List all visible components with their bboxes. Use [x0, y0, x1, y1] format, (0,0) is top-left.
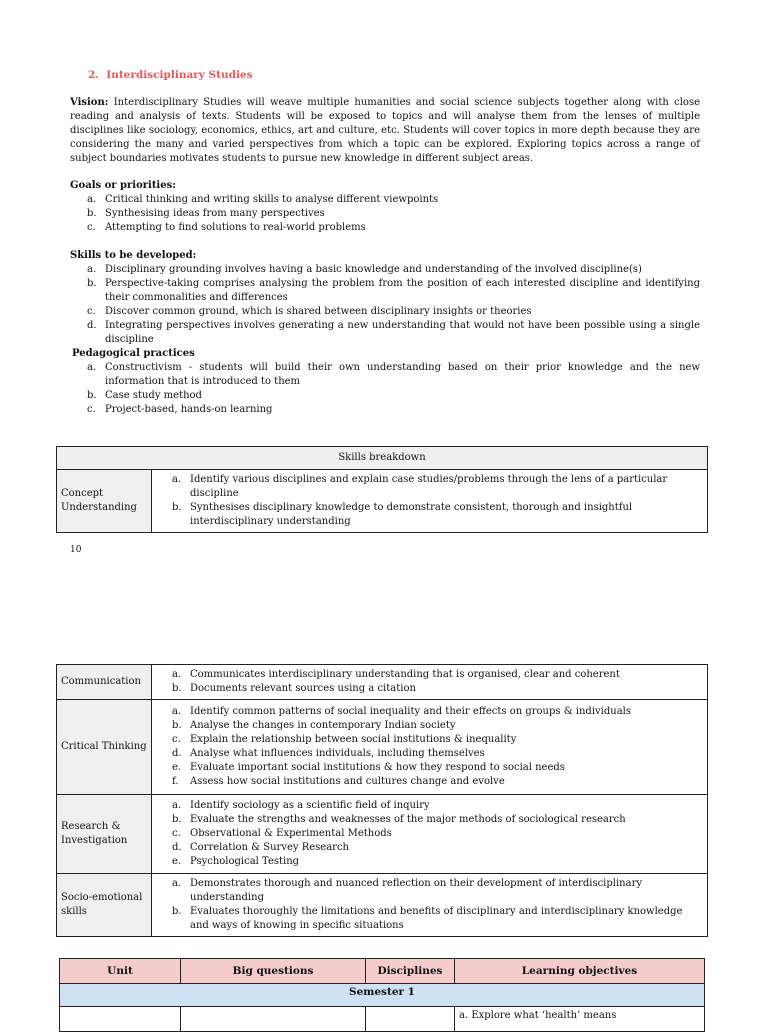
- vision-label: Vision:: [70, 97, 109, 108]
- list-item: b. Evaluate the strengths and weaknesses of the major methods of sociological research: [172, 814, 626, 825]
- section-title: [88, 68, 253, 82]
- list-item: a. Identify common patterns of social inequality and their effects on groups & individuals: [172, 706, 632, 717]
- section-number: 2.: [88, 69, 99, 81]
- table-row: [57, 700, 708, 795]
- row-list: [172, 473, 703, 529]
- table-row: [57, 795, 708, 874]
- row-label: Research & Investigation: [57, 795, 152, 874]
- list-item: b. Perspective-taking comprises analysing the problem from the position of each interested discipline and identifying their commonalities and differences: [87, 278, 700, 303]
- list-item: a. Communicates interdisciplinary understanding that is organised, clear and coherent: [172, 669, 620, 680]
- column-header: Unit: [60, 959, 181, 984]
- list-item: f. Assess how social institutions and cultures change and evolve: [172, 776, 505, 787]
- row-label: Critical Thinking: [57, 700, 152, 795]
- list-item: b. Synthesises disciplinary knowledge to demonstrate consistent, thorough and insightful interdisciplinary understanding: [172, 502, 633, 527]
- list-item: c. Observational & Experimental Methods: [172, 828, 392, 839]
- list-item: c. Project-based, hands-on learning: [87, 404, 273, 415]
- list-item: d. Analyse what influences individuals, including themselves: [172, 748, 485, 759]
- table-row: [60, 1007, 705, 1032]
- pedagogy-list: [87, 361, 700, 417]
- list-item: b. Case study method: [87, 390, 202, 401]
- skills-dev-list: [87, 263, 700, 347]
- list-item: d. Integrating perspectives involves generating a new understanding that would not have been possible using a single discipline: [87, 320, 700, 345]
- list-item: d. Correlation & Survey Research: [172, 842, 349, 853]
- row-label: Communication: [57, 665, 152, 700]
- goals-list: [87, 193, 700, 235]
- list-item: e. Evaluate important social institutions & how they respond to social needs: [172, 762, 565, 773]
- vision-paragraph: [70, 96, 700, 166]
- vision-text: Interdisciplinary Studies will weave multiple humanities and social science subjects together along with close reading and analysis of texts. Students will be exposed to topics and will analyse them from the lenses of multiple disciplines like sociology, economics, ethics, art and culture, etc. Students will cover topics in more depth because they are considering the many and varied perspectives from which a topic can be explored. Exploring topics across a range of subject boundaries motivates students to pursue new knowledge in different subject areas.: [70, 97, 700, 164]
- goals-heading: Goals or priorities:: [70, 180, 176, 191]
- pedagogy-heading: Pedagogical practices: [72, 348, 195, 359]
- skills-breakdown-header: Skills breakdown: [57, 447, 708, 470]
- row-label: Concept Understanding: [57, 470, 152, 533]
- semester-row: Semester 1: [60, 984, 705, 1007]
- list-item: b. Synthesising ideas from many perspectives: [87, 208, 325, 219]
- list-item: e. Psychological Testing: [172, 856, 300, 867]
- skills-breakdown-table-continued: [56, 664, 708, 937]
- learning-objective-cell: a. Explore what ‘health’ means: [455, 1007, 705, 1032]
- page-number: 10: [70, 545, 82, 555]
- list-item: a. Constructivism - students will build their own understanding based on their prior knowledge and the new information that is introduced to them: [87, 362, 700, 387]
- table-row: [57, 874, 708, 937]
- list-item: c. Attempting to find solutions to real-world problems: [87, 222, 366, 233]
- column-header: Big questions: [181, 959, 366, 984]
- column-header: Disciplines: [366, 959, 455, 984]
- list-item: a. Disciplinary grounding involves having a basic knowledge and understanding of the involved discipline(s): [87, 264, 642, 275]
- table-row: [57, 665, 708, 700]
- pedagogy-section: [72, 347, 700, 417]
- skills-dev-heading: Skills to be developed:: [70, 250, 197, 261]
- column-header: Learning objectives: [455, 959, 705, 984]
- row-label: Socio-emotional skills: [57, 874, 152, 937]
- skills-dev-section: [70, 249, 700, 347]
- list-item: b. Evaluates thoroughly the limitations and benefits of disciplinary and interdisciplinary knowledge and ways of knowing in specific situations: [172, 906, 683, 931]
- table-row: [57, 470, 708, 533]
- list-item: c. Explain the relationship between social institutions & inequality: [172, 734, 517, 745]
- list-item: c. Discover common ground, which is shared between disciplinary insights or theories: [87, 306, 532, 317]
- skills-breakdown-table: [56, 446, 708, 533]
- section-title-text: Interdisciplinary Studies: [106, 69, 253, 81]
- goals-section: [70, 179, 700, 235]
- list-item: b. Documents relevant sources using a citation: [172, 683, 416, 694]
- list-item: a. Critical thinking and writing skills to analyse different viewpoints: [87, 194, 439, 205]
- list-item: a. Identify various disciplines and explain case studies/problems through the lens of a particular discipline: [172, 474, 668, 499]
- units-table: [59, 958, 705, 1032]
- list-item: a. Demonstrates thorough and nuanced reflection on their development of interdisciplinary understanding: [172, 878, 643, 903]
- list-item: a. Identify sociology as a scientific field of inquiry: [172, 800, 430, 811]
- list-item: b. Analyse the changes in contemporary Indian society: [172, 720, 456, 731]
